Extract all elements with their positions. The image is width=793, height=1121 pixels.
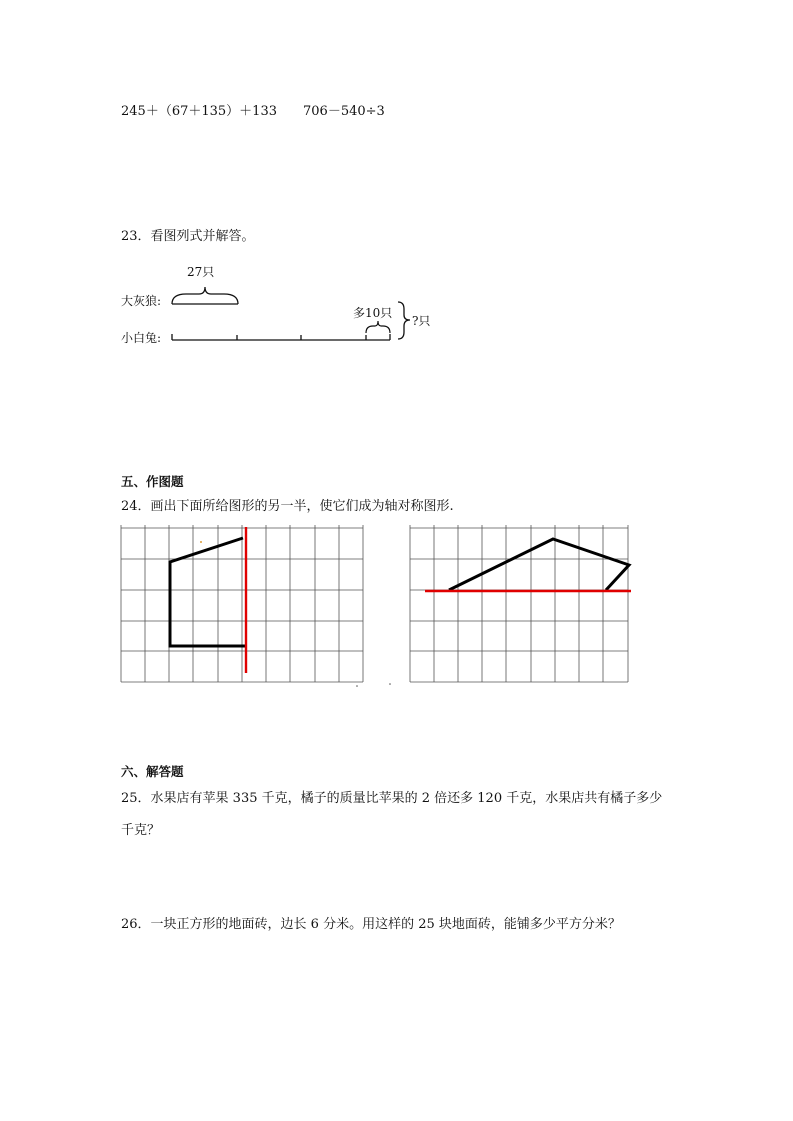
more-brace (366, 321, 390, 333)
rabbit-label: 小白兔: (121, 331, 162, 345)
q23-title: 23．看图列式并解答。 (121, 229, 255, 244)
grid-right-lines (410, 525, 628, 682)
section-5-heading: 五、作图题 (121, 474, 184, 489)
expression-1: 245＋（67＋135）＋133 (121, 104, 277, 119)
q26-text: 26．一块正方形的地面砖，边长 6 分米。用这样的 25 块地面砖，能铺多少平方分米？ (121, 917, 621, 932)
grid-dot (356, 685, 358, 687)
q24-text: 24．画出下面所给图形的另一半，使它们成为轴对称图形. (121, 499, 454, 514)
total-brace (398, 302, 410, 339)
wolf-brace (172, 287, 238, 304)
grid-left-lines (121, 525, 363, 682)
left-figure-shape (170, 538, 245, 646)
wolf-label: 大灰狼: (121, 294, 162, 308)
expression-2: 706－540÷3 (303, 104, 385, 119)
more-label: 多10只 (353, 306, 393, 320)
question-label: ?只 (412, 314, 431, 328)
right-figure-shape (449, 539, 629, 590)
wolf-count-label: 27只 (187, 265, 215, 279)
q25-line-2: 千克？ (121, 823, 161, 838)
grid-dot (200, 541, 202, 543)
section-6-heading: 六、解答题 (121, 764, 184, 779)
grid-dot (389, 683, 391, 685)
q25-line-1: 25．水果店有苹果 335 千克，橘子的质量比苹果的 2 倍还多 120 千克，水果店共有橘子多少 (121, 791, 663, 806)
